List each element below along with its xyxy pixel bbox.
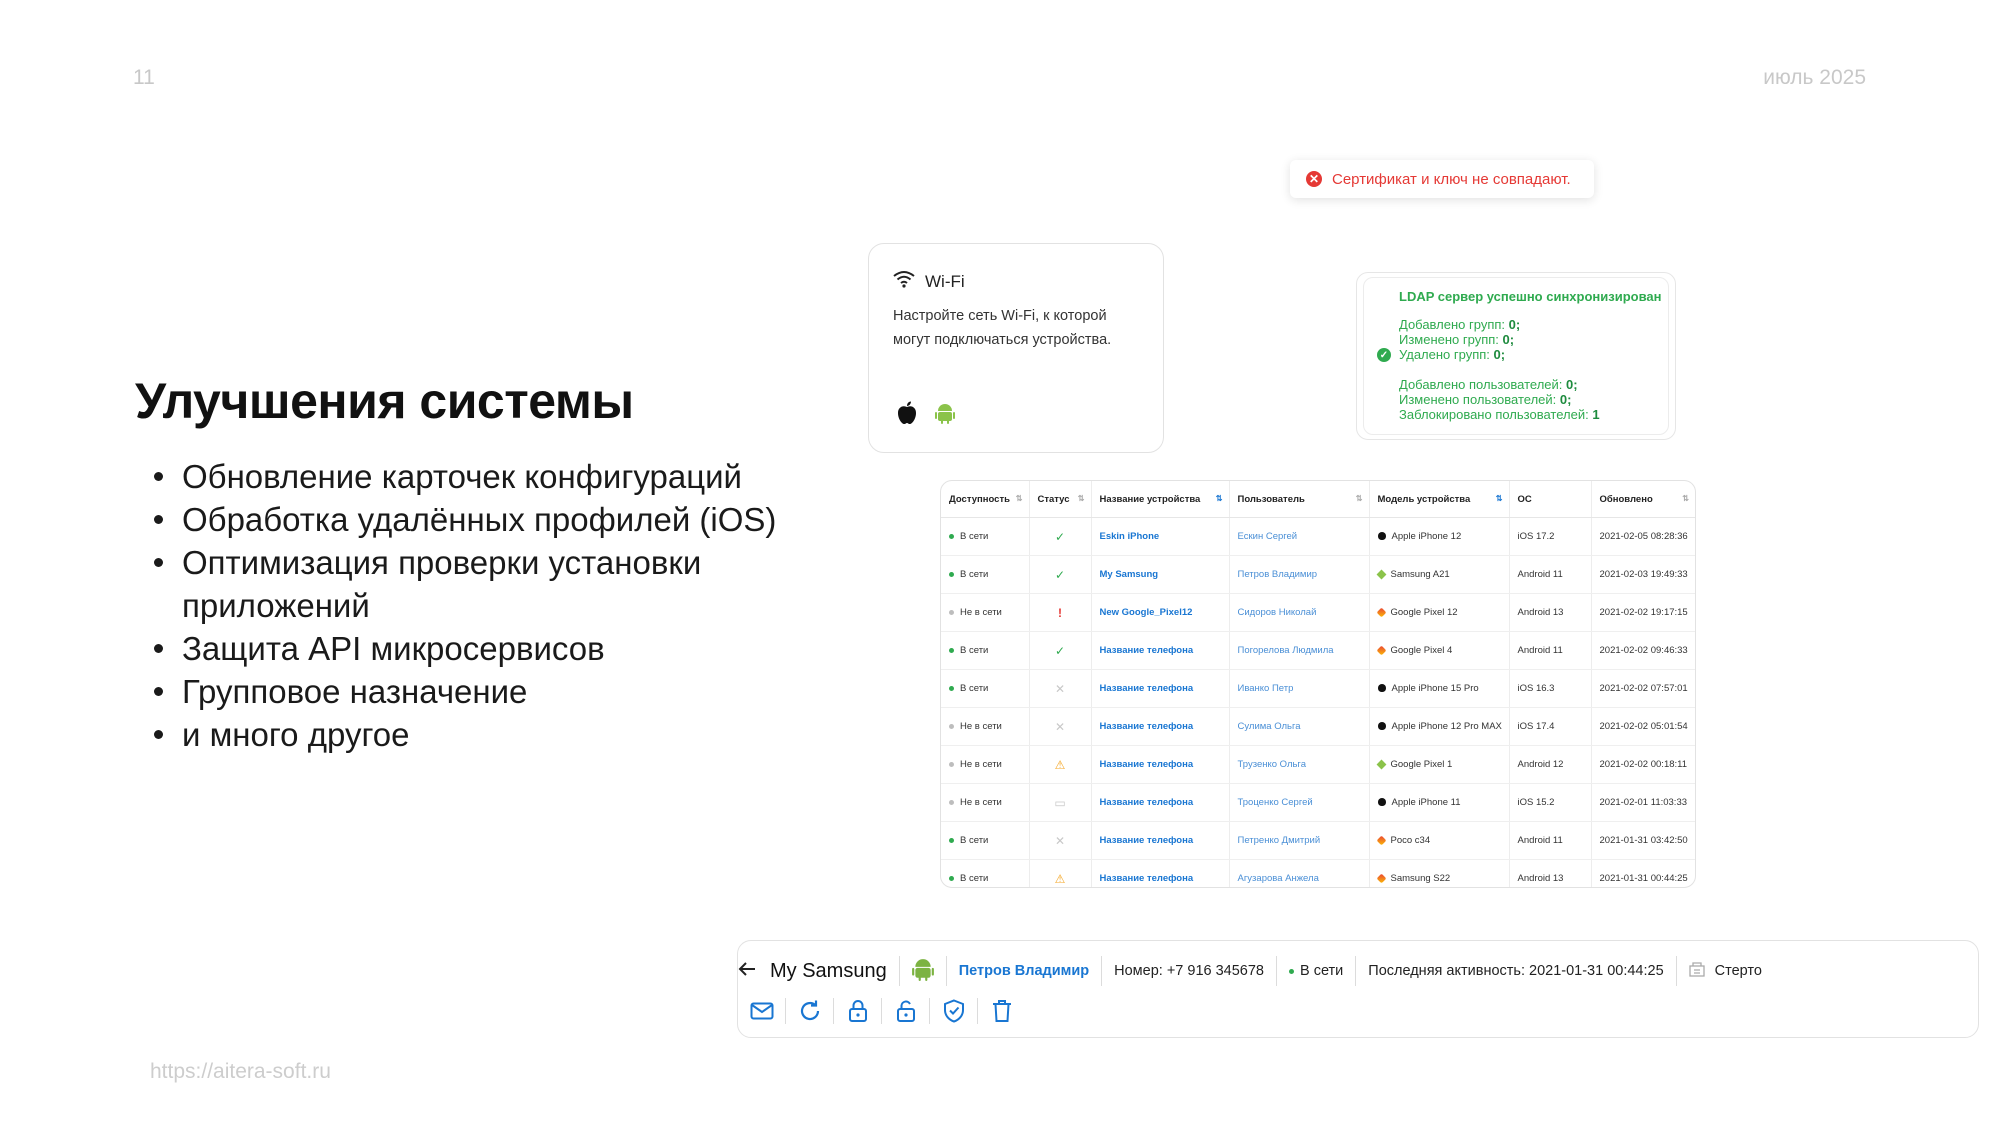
groups-changed-label: Изменено групп: <box>1399 332 1499 347</box>
model-cell: Google Pixel 1 <box>1369 746 1509 784</box>
sort-icon: ⇅ <box>1355 494 1363 503</box>
device-link[interactable]: My Samsung <box>1099 569 1159 580</box>
phone-number: Номер: +7 916 345678 <box>1114 963 1264 979</box>
users-blocked-label: Заблокировано пользователей: <box>1399 407 1589 422</box>
device-name-cell[interactable] <box>1091 860 1229 889</box>
device-detail-bar <box>737 940 1979 1038</box>
status-cell <box>1029 822 1091 860</box>
updated-cell: 2021-02-05 08:28:36 <box>1591 518 1695 556</box>
device-name-cell[interactable] <box>1091 784 1229 822</box>
android-icon <box>935 402 955 429</box>
card-description: Настройте сеть Wi-Fi, к которой могут подключаться устройства. <box>893 308 1112 348</box>
user-link[interactable]: Петров Владимир <box>1237 569 1318 580</box>
lock-icon: ▭ <box>1054 795 1066 810</box>
model-cell: Google Pixel 4 <box>1369 632 1509 670</box>
os-cell: Android 11 <box>1509 632 1591 670</box>
online-dot <box>949 686 954 691</box>
user-cell[interactable] <box>1229 670 1369 708</box>
check-icon: ✓ <box>1054 567 1066 582</box>
availability-cell: В сети <box>941 860 1029 889</box>
divider <box>929 998 930 1024</box>
online-dot <box>949 534 954 539</box>
arrow-left-icon[interactable] <box>738 960 758 983</box>
model-cell: Apple iPhone 12 Pro MAX <box>1369 708 1509 746</box>
device-name: My Samsung <box>770 959 887 982</box>
unlock-icon[interactable] <box>892 997 919 1024</box>
os-cell: Android 12 <box>1509 746 1591 784</box>
os-cell: iOS 17.2 <box>1509 518 1591 556</box>
table-row[interactable] <box>941 670 1695 708</box>
device-link[interactable]: Название телефона <box>1099 873 1194 884</box>
online-status: В сети <box>1300 963 1344 979</box>
col-updated[interactable]: Обновлено ⇅ <box>1591 481 1695 518</box>
groups-added-value: 0; <box>1508 317 1521 332</box>
offline-dot <box>949 800 954 805</box>
availability-cell: Не в сети <box>941 784 1029 822</box>
updated-cell: 2021-01-31 03:42:50 <box>1591 822 1695 860</box>
table-row[interactable] <box>941 556 1695 594</box>
device-link[interactable]: Название телефона <box>1099 721 1194 732</box>
ldap-group-stats <box>1399 317 1520 362</box>
col-os[interactable]: ОС <box>1509 481 1591 518</box>
list-item: Защита API микросервисов <box>150 627 790 670</box>
user-link[interactable]: Троценко Сергей <box>1237 797 1313 808</box>
status-cell <box>1029 632 1091 670</box>
cross-icon: ✕ <box>1054 681 1066 696</box>
device-name-cell[interactable] <box>1091 708 1229 746</box>
groups-changed-value: 0; <box>1502 332 1515 347</box>
wipe-icon <box>1689 961 1705 982</box>
availability-cell: В сети <box>941 822 1029 860</box>
online-dot <box>949 838 954 843</box>
sort-icon: ⇅ <box>1077 494 1085 503</box>
updated-cell: 2021-02-02 05:01:54 <box>1591 708 1695 746</box>
table-row[interactable] <box>941 518 1695 556</box>
status-cell <box>1029 746 1091 784</box>
shield-check-icon[interactable] <box>940 997 967 1024</box>
online-dot <box>949 648 954 653</box>
toast-message: Сертификат и ключ не совпадают. <box>1332 170 1571 188</box>
status-cell <box>1029 556 1091 594</box>
apple-icon <box>897 401 917 430</box>
groups-deleted-value: 0; <box>1493 347 1506 362</box>
divider <box>1676 956 1677 986</box>
user-link[interactable]: Погорелова Людмила <box>1237 645 1334 656</box>
error-icon: ✕ <box>1306 171 1322 187</box>
user-link[interactable]: Трузенко Ольга <box>1237 759 1306 770</box>
cross-icon: ✕ <box>1054 719 1066 734</box>
check-circle-icon: ✓ <box>1377 348 1391 362</box>
slide-title: Улучшения системы <box>135 373 634 429</box>
google-icon <box>1376 836 1386 846</box>
model-cell: Samsung A21 <box>1369 556 1509 594</box>
availability-cell: В сети <box>941 556 1029 594</box>
last-activity: Последняя активность: 2021-01-31 00:44:25 <box>1368 963 1664 979</box>
divider <box>1276 956 1277 986</box>
user-link[interactable]: Сулима Ольга <box>1237 721 1301 732</box>
user-link[interactable]: Петренко Дмитрий <box>1237 835 1321 846</box>
online-dot <box>1289 969 1294 974</box>
device-name-cell[interactable] <box>1091 670 1229 708</box>
list-item: Оптимизация проверки установки приложений <box>150 541 790 627</box>
wifi-icon <box>893 270 915 293</box>
users-changed-value: 0; <box>1559 392 1572 407</box>
col-device-name[interactable]: Название устройства ⇅ <box>1091 481 1229 518</box>
divider <box>946 956 947 986</box>
offline-dot <box>949 762 954 767</box>
list-item: и много другое <box>150 713 790 756</box>
users-added-label: Добавлено пользователей: <box>1399 377 1563 392</box>
google-icon <box>1376 646 1386 656</box>
mail-icon[interactable] <box>748 997 775 1024</box>
updated-cell: 2021-02-03 19:49:33 <box>1591 556 1695 594</box>
status-cell <box>1029 860 1091 889</box>
divider <box>1101 956 1102 986</box>
table-header-row <box>941 481 1695 518</box>
user-cell[interactable] <box>1229 822 1369 860</box>
sort-icon: ⇅ <box>1495 494 1503 503</box>
ldap-title: LDAP сервер успешно синхронизирован <box>1399 289 1662 304</box>
sort-icon: ⇅ <box>1215 494 1223 503</box>
online-dot <box>949 572 954 577</box>
user-cell[interactable] <box>1229 594 1369 632</box>
device-link[interactable]: Eskin iPhone <box>1099 531 1160 542</box>
table-row[interactable] <box>941 632 1695 670</box>
google-icon <box>1376 608 1386 618</box>
list-item: Обновление карточек конфигураций <box>150 455 790 498</box>
improvements-list <box>150 455 790 756</box>
device-link[interactable]: Название телефона <box>1099 797 1194 808</box>
device-name-cell[interactable] <box>1091 594 1229 632</box>
status-cell <box>1029 784 1091 822</box>
availability-cell: Не в сети <box>941 746 1029 784</box>
lock-icon[interactable] <box>844 997 871 1024</box>
user-link[interactable]: Агузарова Анжела <box>1237 873 1319 884</box>
updated-cell: 2021-02-01 11:03:33 <box>1591 784 1695 822</box>
device-link[interactable]: New Google_Pixel12 <box>1099 607 1193 618</box>
availability-cell: В сети <box>941 670 1029 708</box>
warning-icon: ⚠ <box>1054 757 1066 772</box>
device-link[interactable]: Название телефона <box>1099 683 1194 694</box>
model-cell: Google Pixel 12 <box>1369 594 1509 632</box>
list-item: Обработка удалённых профилей (iOS) <box>150 498 790 541</box>
android-icon <box>1376 760 1386 770</box>
apple-icon <box>1378 722 1386 730</box>
wipe-state: Стерто <box>1714 963 1762 979</box>
list-item: Групповое назначение <box>150 670 790 713</box>
updated-cell: 2021-01-31 00:44:25 <box>1599 873 1688 884</box>
exclamation-icon: ! <box>1058 605 1062 620</box>
warning-icon: ⚠ <box>1054 871 1066 886</box>
divider <box>881 998 882 1024</box>
col-availability[interactable]: Доступность ⇅ <box>941 481 1029 518</box>
footer-url[interactable]: https://aitera-soft.ru <box>150 1060 331 1083</box>
device-name-cell[interactable] <box>1091 556 1229 594</box>
status-cell <box>1029 708 1091 746</box>
owner-link[interactable]: Петров Владимир <box>958 963 1090 979</box>
trash-icon[interactable] <box>988 997 1015 1024</box>
table-row[interactable] <box>941 822 1695 860</box>
updated-cell: 2021-02-02 19:17:15 <box>1591 594 1695 632</box>
offline-dot <box>949 724 954 729</box>
os-cell: Android 13 <box>1509 860 1591 889</box>
col-model[interactable]: Модель устройства ⇅ <box>1369 481 1509 518</box>
os-cell: iOS 17.4 <box>1509 708 1591 746</box>
col-status[interactable]: Статус ⇅ <box>1029 481 1091 518</box>
updated-cell: 2021-02-02 09:46:33 <box>1591 632 1695 670</box>
device-link[interactable]: Название телефона <box>1099 645 1194 656</box>
status-cell <box>1029 594 1091 632</box>
sort-icon: ⇅ <box>1682 494 1689 503</box>
os-cell: Android 11 <box>1509 822 1591 860</box>
groups-deleted-label: Удалено групп: <box>1399 347 1490 362</box>
availability-cell: В сети <box>941 518 1029 556</box>
table-row[interactable] <box>941 594 1695 632</box>
android-icon <box>1376 570 1386 580</box>
page-number: 11 <box>133 66 155 89</box>
divider <box>833 998 834 1024</box>
user-cell[interactable] <box>1229 632 1369 670</box>
google-icon <box>1376 874 1386 884</box>
availability-cell: В сети <box>941 632 1029 670</box>
model-cell: Apple iPhone 12 <box>1369 518 1509 556</box>
table-row[interactable] <box>941 746 1695 784</box>
updated-cell: 2021-02-02 00:18:11 <box>1591 746 1695 784</box>
divider <box>1355 956 1356 986</box>
user-link[interactable]: Ескин Сергей <box>1237 531 1298 542</box>
os-cell: Android 11 <box>1509 556 1591 594</box>
apple-icon <box>1378 532 1386 540</box>
wifi-config-card[interactable] <box>868 243 1164 453</box>
online-dot <box>949 876 954 881</box>
apple-icon <box>1378 798 1386 806</box>
divider <box>977 998 978 1024</box>
users-added-value: 0; <box>1566 377 1578 392</box>
user-cell[interactable] <box>1229 860 1369 889</box>
device-link[interactable]: Название телефона <box>1099 835 1194 846</box>
ldap-user-stats <box>1399 377 1600 422</box>
check-icon: ✓ <box>1054 643 1066 658</box>
error-toast <box>1290 160 1594 198</box>
ldap-sync-card <box>1356 272 1676 440</box>
status-cell <box>1029 670 1091 708</box>
table-row[interactable] <box>941 860 1695 889</box>
user-link[interactable]: Иванко Петр <box>1237 683 1294 694</box>
model-cell: Apple iPhone 11 <box>1369 784 1509 822</box>
card-title: Wi-Fi <box>925 271 965 291</box>
cross-icon: ✕ <box>1054 833 1066 848</box>
divider <box>899 956 900 986</box>
users-blocked-value: 1 <box>1592 407 1600 422</box>
availability-cell: Не в сети <box>941 708 1029 746</box>
table-row[interactable] <box>941 708 1695 746</box>
model-cell: Apple iPhone 15 Pro <box>1369 670 1509 708</box>
user-cell[interactable] <box>1229 556 1369 594</box>
device-name-cell[interactable] <box>1091 632 1229 670</box>
divider <box>785 998 786 1024</box>
os-cell: Android 13 <box>1509 594 1591 632</box>
refresh-icon[interactable] <box>796 997 823 1024</box>
groups-added-label: Добавлено групп: <box>1399 317 1506 332</box>
status-cell <box>1029 518 1091 556</box>
devices-table-container <box>940 480 1696 888</box>
model-cell: Poco c34 <box>1369 822 1509 860</box>
os-cell: iOS 16.3 <box>1509 670 1591 708</box>
table-row[interactable] <box>941 784 1695 822</box>
col-user[interactable]: Пользователь ⇅ <box>1229 481 1369 518</box>
device-link[interactable]: Название телефона <box>1099 759 1194 770</box>
user-link[interactable]: Сидоров Николай <box>1237 607 1317 618</box>
android-icon <box>912 957 934 986</box>
model-cell: Samsung S22 <box>1369 860 1509 889</box>
user-cell[interactable] <box>1229 746 1369 784</box>
availability-cell: Не в сети <box>941 594 1029 632</box>
sort-icon: ⇅ <box>1015 494 1023 503</box>
slide-date: июль 2025 <box>1763 66 1866 89</box>
device-name-cell[interactable] <box>1091 822 1229 860</box>
device-name-cell[interactable] <box>1091 746 1229 784</box>
user-cell[interactable] <box>1229 518 1369 556</box>
check-icon: ✓ <box>1054 529 1066 544</box>
user-cell[interactable] <box>1229 784 1369 822</box>
offline-dot <box>949 610 954 615</box>
apple-icon <box>1378 684 1386 692</box>
updated-cell: 2021-02-02 07:57:01 <box>1591 670 1695 708</box>
device-name-cell[interactable] <box>1091 518 1229 556</box>
users-changed-label: Изменено пользователей: <box>1399 392 1557 407</box>
devices-table <box>941 481 1695 888</box>
user-cell[interactable] <box>1229 708 1369 746</box>
os-cell: iOS 15.2 <box>1509 784 1591 822</box>
